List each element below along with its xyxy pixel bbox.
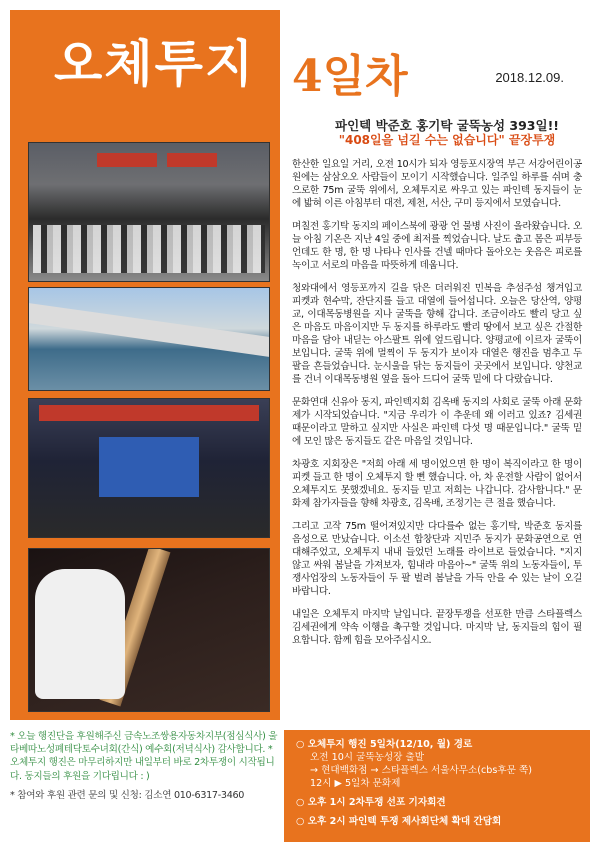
article-body bbox=[292, 158, 582, 657]
headline-secondary: "408일을 넘길 수는 없습니다" 끝장투쟁 bbox=[338, 133, 556, 147]
paragraph: 한산한 일요일 거리, 오전 10시가 되자 영등포시장역 부근 서강어린이공원에는 삼삼오오 사람들이 모이기 시작했습니다. 일주일 하루를 쉬며 충으로한 75m 굴뚝 위에서, 오체투지로 싸우고 있는 파인텍 동지들이 눈에 밟혀 이른 아침부터 대전, 제천, 서산, 구미 등지에서 모였습니다. bbox=[292, 159, 582, 209]
route-line: 12시 ▶ 5일차 문화제 bbox=[310, 778, 401, 789]
event-item: ○ 오후 2시 파인텍 투쟁 제사회단체 확대 간담회 bbox=[296, 816, 502, 827]
headline-primary: 파인텍 박준호 홍기탁 굴뚝농성 393일!! bbox=[335, 118, 559, 133]
title-banner bbox=[10, 10, 280, 108]
paragraph: 문화연대 신유아 동지, 파인텍지회 김옥배 동지의 사회로 굴뚝 아래 문화제가 시작되었습니다. "지금 우리가 이 추운데 왜 이러고 있죠? 김세권 때문이라고 말하고 싶지만 사실은 파인텍 다섯 명 때문입니다." 굴뚝 밑에 모인 많은 동지들도 같은 마음일 것입니다. bbox=[292, 397, 582, 447]
paragraph: 그리고 고작 75m 떨어져있지만 다다를수 없는 홍기탁, 박준호 동지를 음성으로 만났습니다. 이소선 합창단과 지민주 동지가 문화공연으로 연대해주었고, 오체투지 내내 들었던 노래를 라이브로 들었습니다. "지지 않고 싸워 봄날을 가져보자, 힘내라 마음아~" 굴뚝 위의 노동자들이, 투쟁사업장의 노동자들이 두 팔 벌려 봄날을 가득 안을 수 있는 날이 오길 바랍니다. bbox=[292, 521, 582, 597]
contact-note: * 참여와 후원 관련 문의 및 신청: 김소연 010-6317-3460 bbox=[10, 789, 245, 801]
page-header bbox=[10, 10, 590, 108]
thanks-note: * 오늘 행진단을 후원해주신 금속노조쌍용자동차지부(점심식사) 울타베따노성폐테닥토수녀회(간식) 예수회(저녁식사) 감사합니다. * 오체투지 행진은 마무리하지만 내일부터 바로 2차투쟁이 시작됩니다. 동지들의 후원을 기다립니다 : ) bbox=[10, 731, 278, 782]
event-item: ○ 오후 1시 2차투쟁 선포 기자회견 bbox=[296, 797, 446, 808]
page-title: 오체투지 bbox=[54, 34, 256, 93]
route-title: ○ 오체투지 행진 5일차(12/10, 월) 경로 bbox=[296, 739, 473, 750]
route-line: 오전 10시 굴뚝농성장 출발 bbox=[310, 752, 425, 763]
photo-stage-speech bbox=[28, 398, 270, 538]
photo-bridge-march bbox=[28, 287, 270, 391]
paragraph: 차광호 지회장은 "저희 아래 세 명이었으면 한 명이 복직이라고 한 명이 피켓 들고 한 명이 오체투지 할 뻔 했습니다. 아, 차 운전할 사람이 없어서 오체투지도 못했겠네요. 동지들 믿고 저희는 나갑니다. 감사합니다." 문화제 참가자들을 향해 차광호, 김옥배, 조정기는 큰 절을 했습니다. bbox=[292, 459, 582, 509]
photo-rally-group bbox=[28, 142, 270, 282]
photo-chimney-protest bbox=[28, 548, 270, 712]
route-line: → 현대백화점 → 스타플렉스 서울사무소(cbs후문 쪽) bbox=[310, 765, 532, 776]
date-label: 2018.12.09. bbox=[495, 70, 564, 85]
paragraph: 며칠전 홍기탁 동지의 페이스북에 광광 언 물병 사진이 올라왔습니다. 오늘 아침 기온은 지난 4일 중에 최저를 찍었습니다. 날도 춥고 몸은 피부등언데도 한 명, 한 명 나타나 인사를 건넬 때마다 돌아오는 웃음은 피로를 녹이고 서로의 마음을 따뜻하게 데웁니다. bbox=[292, 221, 582, 271]
day-label: 4일차 bbox=[292, 51, 408, 102]
sponsor-notes bbox=[10, 730, 282, 808]
paragraph: 청와대에서 영등포까지 길을 닦은 더러워진 민복을 추섬주섬 챙겨입고 피켓과 현수막, 잔단지를 들고 대열에 들어섭니다. 오늘은 당산역, 양평교, 이대목동병원을 지나 굴뚝을 향해 갑니다. 조금이라도 빨리 당고 싶은 마음도 마음이지만 두 동지를 하루라도 빨리 땅에서 보고 싶은 간절한 마음을 담아 내딛는 아스팔트 위에 엎드립니다. 양평교에 이르자 굴뚝이 보입니다. 굴뚝 위에 멀찍이 두 동지가 보이자 대열은 행진을 멈추고 두 팔을 흔들었습니다. 눈시울을 닦는 동지들이 곳곳에서 보입니다. 양천교를 건너 이대목동병원 옆을 돌아 드디어 굴뚝 밑에 다 다랐습니다. bbox=[292, 283, 582, 385]
schedule-box bbox=[284, 730, 590, 842]
paragraph: 내일은 오체투지 마지막 날입니다. 끝장투쟁을 선포한 만큼 스타플렉스 김세권에게 약속 이행을 촉구할 것입니다. 마지막 날, 동지들의 힘이 필요합니다. 함께 힘을 모아주십시오. bbox=[292, 609, 582, 646]
